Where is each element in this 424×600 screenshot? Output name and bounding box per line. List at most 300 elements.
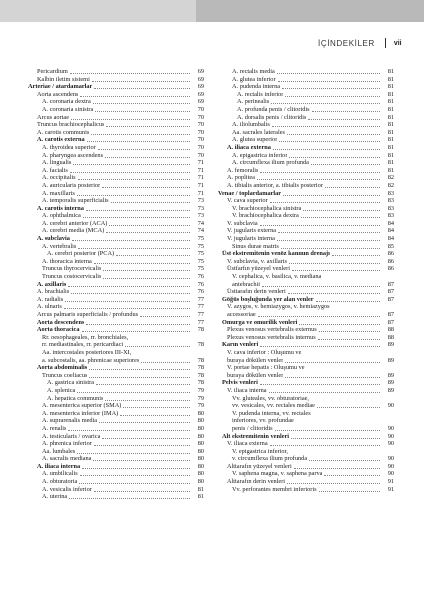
toc-entry-page: 81	[387, 83, 394, 91]
dot-leader	[103, 270, 190, 271]
dot-leader	[277, 240, 380, 241]
toc-entry-page: 87	[387, 288, 394, 296]
toc-entry	[218, 212, 394, 220]
toc-entry-page: 81	[387, 90, 394, 98]
toc-entry-page: 71	[197, 166, 204, 174]
toc-entry-page: 71	[197, 174, 204, 182]
toc-entry-page: 77	[197, 303, 204, 311]
toc-entry-label: A. splenica	[47, 386, 76, 394]
toc-entry	[218, 250, 394, 258]
toc-entry	[28, 235, 204, 243]
page-number: vii	[393, 39, 402, 47]
toc-entry	[218, 174, 394, 182]
toc-entry	[218, 349, 394, 357]
toc-column-right	[218, 68, 394, 493]
dot-leader	[80, 96, 190, 97]
toc-entry	[28, 174, 204, 182]
toc-entry	[28, 341, 204, 349]
toc-entry	[218, 463, 394, 471]
dot-leader	[272, 126, 380, 127]
toc-entry	[218, 197, 394, 205]
toc-entry-label: A. gastrica sinistra	[47, 379, 95, 387]
toc-entry-page: 69	[197, 83, 204, 91]
dot-leader	[294, 468, 380, 469]
toc-entry-label: Truncus brachiocephalicus	[37, 121, 105, 129]
toc-entry-label: A. cerebri posterior (PCA)	[47, 250, 115, 258]
toc-entry	[28, 433, 204, 441]
toc-entry-label: A. vesicalis inferior	[42, 485, 92, 493]
toc-entry-page: 81	[387, 121, 394, 129]
dot-leader	[319, 491, 380, 492]
toc-entry-label: A. auricularis posterior	[42, 181, 101, 189]
toc-entry-label: V. subclavia	[227, 219, 258, 227]
toc-entry-page: 89	[387, 356, 394, 364]
toc-entry-label: A. carotis externa	[37, 136, 85, 144]
dot-leader	[299, 324, 380, 325]
dot-leader	[262, 286, 380, 287]
toc-entry-label: penis / clitoridis	[232, 424, 273, 432]
toc-entry	[218, 182, 394, 190]
toc-entry-page: 78	[197, 371, 204, 379]
toc-entry-label: V. jugularis externa	[227, 227, 277, 235]
toc-entry-page: 81	[387, 113, 394, 121]
toc-entry-page: 80	[197, 409, 204, 417]
toc-entry-label: V. cava inferior : Oluşumu ve	[227, 348, 302, 356]
toc-entry-page: 91	[387, 485, 394, 493]
toc-entry	[28, 152, 204, 160]
toc-entry	[28, 470, 204, 478]
dot-leader	[287, 134, 380, 135]
toc-entry-label: A. testicularis / ovarica	[42, 432, 101, 440]
toc-entry-page: 73	[197, 204, 204, 212]
toc-entry-label: A. tibialis anterior, a. tibialis posterior	[227, 181, 323, 189]
dot-leader	[308, 119, 380, 120]
toc-entry-label: A. coronaria sinistra	[42, 105, 94, 113]
toc-entry	[28, 319, 204, 327]
toc-entry-page: 80	[197, 417, 204, 425]
toc-entry-page: 80	[197, 447, 204, 455]
toc-entry-page: 70	[197, 121, 204, 129]
toc-entry-label: V. epigastrica inferior,	[232, 447, 288, 455]
toc-entry	[218, 387, 394, 395]
toc-entry-label: A. dorsalis penis / clitoridis	[237, 113, 307, 121]
toc-entry-page: 80	[197, 462, 204, 470]
toc-entry	[28, 212, 204, 220]
toc-entry-label: V. portae hepatis : Oluşumu ve	[227, 364, 305, 372]
toc-entry-label: Truncus coeliacus	[42, 371, 88, 379]
toc-entry-label: accessoriae	[227, 311, 256, 318]
toc-entry-label: buraya dökülen venler	[227, 356, 284, 364]
toc-entry-page: 80	[197, 478, 204, 486]
dot-leader	[78, 179, 190, 180]
dot-leader	[94, 263, 190, 264]
toc-entry-page: 84	[387, 235, 394, 243]
toc-entry-page: 73	[197, 197, 204, 205]
dot-leader	[91, 134, 190, 135]
toc-entry-label: Kalbin iletim sistemi	[37, 75, 90, 83]
toc-entry-label: Aorta thoracica	[37, 326, 80, 334]
toc-entry-label: Venae / toplardamarlar	[218, 189, 282, 197]
toc-entry	[218, 265, 394, 273]
toc-entry	[28, 114, 204, 122]
toc-entry-label: Aa. lumbales	[42, 447, 76, 455]
dot-leader	[125, 346, 190, 347]
dot-leader	[260, 225, 380, 226]
toc-entry-label: Karın venleri	[222, 341, 259, 349]
top-banner	[0, 0, 424, 22]
toc-entry-page: 75	[197, 265, 204, 273]
toc-entry-page: 83	[387, 189, 394, 197]
toc-entry	[218, 319, 394, 327]
toc-entry-page: 81	[387, 98, 394, 106]
toc-entry-label: A. femoralis	[227, 166, 259, 174]
toc-entry-label: V. subclavia, v. axillaris	[227, 257, 287, 265]
dot-leader	[106, 232, 190, 233]
toc-entry	[28, 326, 204, 334]
dot-leader	[93, 460, 190, 461]
toc-entry-label: A. glutea superior	[232, 136, 278, 144]
toc-entry-label: A. carotis interna	[37, 204, 84, 212]
toc-entry	[218, 68, 394, 76]
toc-entry-label: A. uterina	[42, 493, 68, 501]
dot-leader	[71, 119, 190, 120]
dot-leader	[92, 81, 190, 82]
toc-entry-page: 82	[387, 181, 394, 189]
toc-entry-page: 84	[387, 219, 394, 227]
toc-entry	[28, 364, 204, 372]
dot-leader	[303, 210, 380, 211]
toc-entry-label: Pelvis venleri	[222, 379, 258, 387]
toc-entry	[218, 114, 394, 122]
toc-entry-label: V. cava superior	[227, 197, 268, 205]
toc-entry-label: V. brachiocephalica sinistra	[232, 204, 302, 212]
toc-entry-page: 90	[387, 470, 394, 478]
toc-entry-page: 80	[197, 470, 204, 478]
toc-entry-page: 71	[197, 181, 204, 189]
toc-entry	[218, 440, 394, 448]
toc-entry	[218, 129, 394, 137]
dot-leader	[68, 286, 190, 287]
dot-leader	[281, 248, 380, 249]
dot-leader	[82, 331, 191, 332]
toc-entry-label: Sinus durae matris	[232, 242, 279, 250]
toc-entry	[28, 167, 204, 175]
dot-leader	[140, 316, 190, 317]
toc-entry	[218, 144, 394, 152]
toc-entry	[28, 410, 204, 418]
toc-entry-label: Vv. perforantes membri inferioris	[232, 485, 317, 493]
toc-entry	[218, 121, 394, 129]
dot-leader	[79, 483, 190, 484]
toc-entry-page: 86	[387, 257, 394, 265]
dot-leader	[260, 384, 380, 385]
toc-entry-page: 87	[387, 295, 394, 303]
dot-leader	[95, 111, 190, 112]
dot-leader	[318, 339, 380, 340]
toc-entry	[28, 311, 204, 319]
toc-entry	[28, 205, 204, 213]
dot-leader	[141, 362, 190, 363]
toc-entry-label: A. ulnaris	[37, 303, 62, 311]
toc-entry-page: 83	[387, 204, 394, 212]
toc-entry	[218, 91, 394, 99]
toc-entry-page: 90	[387, 432, 394, 440]
toc-entry-page: 69	[197, 90, 204, 98]
dot-leader	[120, 415, 190, 416]
toc-entry	[28, 402, 204, 410]
toc-entry	[218, 311, 394, 319]
toc-entry-page: 79	[197, 394, 204, 402]
toc-entry-label: A. axillaris	[37, 280, 67, 288]
toc-entry	[28, 106, 204, 114]
toc-entry-label: A. facialis	[42, 166, 68, 174]
toc-entry-page: 75	[197, 250, 204, 258]
dot-leader	[285, 362, 380, 363]
toc-entry	[218, 433, 394, 441]
toc-entry	[28, 129, 204, 137]
toc-entry-label: V. pudenda interna, vv. rectales	[232, 409, 311, 417]
dot-leader	[111, 202, 190, 203]
dot-leader	[270, 202, 380, 203]
toc-entry	[28, 478, 204, 486]
toc-entry	[218, 106, 394, 114]
toc-entry-page: 80	[197, 432, 204, 440]
toc-entry-label: A. occipitalis	[42, 174, 76, 182]
toc-entry-label: Üstfarfın yüzeyel venleri	[227, 265, 290, 273]
toc-entry-page: 70	[197, 128, 204, 136]
toc-entry	[218, 273, 394, 281]
running-header	[318, 38, 402, 48]
toc-entry	[218, 288, 394, 296]
toc-entry-page: 83	[387, 212, 394, 220]
dot-leader	[312, 111, 380, 112]
toc-entry-page: 80	[197, 424, 204, 432]
toc-entry	[28, 159, 204, 167]
toc-entry-label: buraya dökülen venler	[227, 371, 284, 379]
toc-entry-page: 73	[197, 212, 204, 220]
toc-entry	[28, 273, 204, 281]
toc-entry-page: 90	[387, 455, 394, 463]
toc-entry-page: 83	[387, 197, 394, 205]
dot-leader	[109, 225, 190, 226]
dot-leader	[82, 468, 190, 469]
dot-leader	[257, 179, 380, 180]
toc-entry-label: A. carotis communis	[37, 128, 90, 136]
toc-entry-label: A. poplitea	[227, 174, 255, 182]
toc-entry	[218, 190, 394, 198]
toc-entry-label: v. circumflexa ilium profunda	[232, 455, 308, 463]
toc-entry-page: 78	[197, 364, 204, 372]
toc-entry	[218, 379, 394, 387]
dot-leader	[301, 217, 380, 218]
toc-entry-label: A. iliolumbalis	[232, 121, 270, 129]
toc-entry	[218, 470, 394, 478]
toc-entry-label: Üst ekstremitenin venöz kanının drenajı	[222, 250, 330, 258]
toc-entry-label: A. suprarenalis media	[42, 417, 98, 425]
toc-entry	[218, 417, 394, 425]
dot-leader	[317, 407, 380, 408]
toc-entry-page: 77	[197, 295, 204, 303]
toc-entry	[218, 83, 394, 91]
toc-entry-page: 88	[387, 333, 394, 341]
dot-leader	[70, 172, 190, 173]
toc-entry-label: rr. mediastinales, rr. pericardiaci	[42, 341, 124, 349]
dot-leader	[319, 331, 380, 332]
toc-entry-page: 90	[387, 462, 394, 470]
toc-entry-label: Üsttarafın derin venleri	[227, 288, 286, 296]
toc-entry-label: A. sacralis mediana	[42, 455, 92, 463]
toc-entry-page: 78	[197, 341, 204, 349]
toc-entry	[28, 281, 204, 289]
toc-entry-page: 82	[387, 174, 394, 182]
toc-entry-page: 78	[197, 326, 204, 334]
toc-entry-page: 70	[197, 143, 204, 151]
dot-leader	[105, 157, 190, 158]
toc-entry-page: 76	[197, 280, 204, 288]
toc-entry-label: A. coronaria dextra	[42, 98, 91, 106]
dot-leader	[83, 217, 190, 218]
toc-entry-label: V. iliaca interna	[227, 386, 267, 394]
toc-entry-page: 69	[197, 98, 204, 106]
toc-entry-label: A. perinealis	[237, 98, 270, 106]
toc-entry	[28, 296, 204, 304]
dot-leader	[278, 81, 380, 82]
toc-entry-label: V. iliaca externa	[227, 440, 268, 448]
toc-entry-label: A. brachialis	[37, 288, 70, 296]
toc-entry	[218, 152, 394, 160]
dot-leader	[89, 377, 190, 378]
toc-entry-page: 79	[197, 402, 204, 410]
toc-entry	[28, 121, 204, 129]
dot-leader	[291, 438, 380, 439]
toc-entry-label: Aa. sacrales laterales	[232, 128, 285, 136]
toc-entry-label: A. circumflexa ilium profunda	[232, 159, 309, 167]
toc-entry-label: A. ophthalmica	[42, 212, 81, 220]
dot-leader	[270, 445, 380, 446]
toc-entry	[218, 281, 394, 289]
toc-entry-label: V. cephalica, v. basilica, v. mediana	[232, 273, 322, 281]
toc-entry	[218, 334, 394, 342]
toc-entry-page: 81	[197, 485, 204, 493]
toc-entry-page: 87	[387, 318, 394, 326]
toc-entry-label: A. cerebri anterior (ACA)	[42, 219, 108, 227]
toc-entry-page: 81	[387, 143, 394, 151]
toc-entry-page: 87	[387, 311, 394, 318]
dot-leader	[324, 475, 380, 476]
toc-entry-label: inferiores, vv. profundae	[232, 417, 294, 425]
toc-entry	[28, 68, 204, 76]
dot-leader	[71, 293, 190, 294]
toc-entry	[218, 98, 394, 106]
toc-entry	[28, 250, 204, 258]
toc-entry-label: V. brachiocephalica dextra	[232, 212, 299, 220]
toc-entry-label: Plexus venosus vertebralis internus	[227, 333, 316, 341]
toc-entry	[28, 136, 204, 144]
dot-leader	[77, 195, 190, 196]
toc-entry-page: 89	[387, 379, 394, 387]
toc-entry	[28, 197, 204, 205]
toc-entry-label: Alttarafın derin venleri	[227, 478, 286, 486]
toc-entry	[218, 296, 394, 304]
dot-leader	[258, 316, 380, 317]
toc-entry-label: A. rectalis media	[232, 68, 275, 75]
toc-entry-page: 77	[197, 318, 204, 326]
dot-leader	[87, 141, 190, 142]
toc-entry	[28, 455, 204, 463]
dot-leader	[269, 392, 380, 393]
dot-leader	[282, 88, 380, 89]
toc-column-left	[28, 68, 204, 501]
toc-entry-label: A. subclavia	[37, 235, 70, 243]
dot-leader	[86, 210, 190, 211]
dot-leader	[70, 73, 190, 74]
toc-entry	[218, 395, 394, 403]
toc-entry	[218, 364, 394, 372]
toc-entry-page: 71	[197, 159, 204, 167]
dot-leader	[316, 301, 380, 302]
toc-entry-label: A. phrenica inferior	[42, 440, 92, 448]
dot-leader	[99, 422, 190, 423]
dot-leader	[285, 377, 380, 378]
toc-entry-label: Truncus thyrocervicalis	[42, 265, 102, 273]
toc-entry-page: 74	[197, 227, 204, 235]
toc-entry-label: A. umbilicalis	[42, 470, 78, 478]
toc-entry	[218, 341, 394, 349]
toc-entry-page: 75	[197, 257, 204, 265]
toc-entry	[218, 478, 394, 486]
dot-leader	[289, 263, 380, 264]
dot-leader	[325, 187, 380, 188]
dot-leader	[278, 232, 380, 233]
dot-leader	[94, 88, 190, 89]
dot-leader	[98, 149, 190, 150]
dot-leader	[273, 149, 380, 150]
toc-entry-page: 76	[197, 273, 204, 281]
dot-leader	[77, 392, 190, 393]
toc-entry	[28, 265, 204, 273]
toc-entry-label: A. glutea inferior	[232, 75, 276, 83]
toc-entry	[28, 440, 204, 448]
dot-leader	[283, 195, 380, 196]
dot-leader	[72, 240, 190, 241]
toc-entry-label: V. saphena magna, v. saphena parva	[232, 470, 323, 478]
toc-entry-label: A. obturatoria	[42, 478, 78, 486]
toc-entry-page: 89	[387, 341, 394, 349]
toc-entry	[218, 357, 394, 365]
toc-entry	[218, 136, 394, 144]
toc-entry	[28, 288, 204, 296]
toc-entry-label: A. lingualis	[42, 159, 72, 167]
toc-entry	[218, 448, 394, 456]
toc-entry-page: 87	[387, 280, 394, 288]
toc-entry	[28, 349, 204, 357]
toc-entry-label: A. radialis	[37, 295, 64, 303]
dot-leader	[287, 483, 380, 484]
toc-entry-label: A. rectalis inferior	[237, 90, 284, 98]
toc-entry-label: Pericardium	[37, 68, 68, 75]
toc-entry-label: A. maxillaris	[42, 189, 75, 197]
dot-leader	[80, 475, 190, 476]
toc-entry	[28, 425, 204, 433]
dot-leader	[64, 308, 190, 309]
toc-entry	[28, 243, 204, 251]
toc-entry	[28, 395, 204, 403]
toc-entry-label: V. jugularis interna	[227, 235, 275, 243]
toc-entry-label: Aorta descendens	[37, 318, 85, 326]
toc-entry-page: 85	[387, 242, 394, 250]
top-banner-left	[0, 0, 196, 22]
toc-entry-label: Göğüs boşluğunda yer alan venler	[222, 295, 314, 303]
